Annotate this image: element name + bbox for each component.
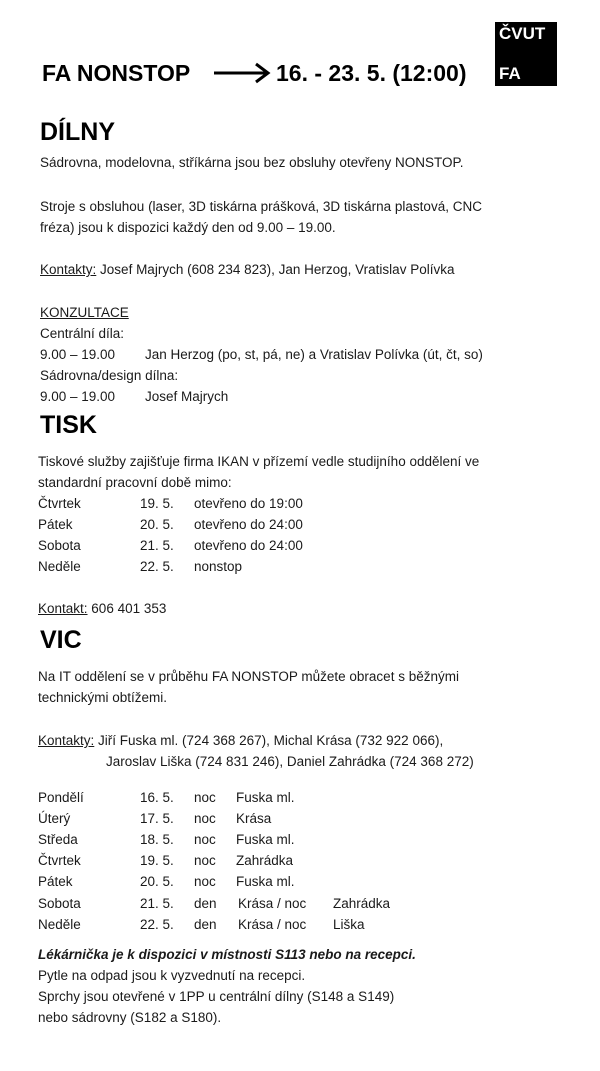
vic-day: Pondělí: [38, 790, 84, 805]
tisk-day: Sobota: [38, 538, 81, 553]
vic-shift: den: [194, 917, 217, 932]
tisk-day: Pátek: [38, 517, 73, 532]
dilny-contacts-label: Kontakty:: [40, 262, 97, 277]
vic-contacts-line-1: [38, 730, 443, 751]
vic-date: 18. 5.: [140, 832, 174, 847]
konzultace-text: Josef Majrych: [145, 389, 229, 404]
tisk-info: otevřeno do 24:00: [194, 538, 303, 553]
vic-person: Fuska ml.: [236, 790, 295, 805]
tisk-day: Čtvrtek: [38, 496, 81, 511]
vic-date: 22. 5.: [140, 917, 174, 932]
tisk-paragraph-1b: standardní pracovní době mimo:: [38, 475, 232, 490]
tisk-date: 20. 5.: [140, 517, 174, 532]
showers-note-1: Sprchy jsou otevřené v 1PP u centrální dílny (S148 a S149): [38, 989, 395, 1004]
tisk-date: 22. 5.: [140, 559, 174, 574]
tisk-date: 19. 5.: [140, 496, 174, 511]
dilny-contacts: [40, 259, 454, 280]
vic-row: [38, 808, 438, 829]
vic-date: 19. 5.: [140, 853, 174, 868]
konzultace-centralni: Centrální díla:: [40, 326, 125, 341]
vic-row: [38, 829, 438, 850]
konzultace-sadrovna: Sádrovna/design dílna:: [40, 368, 179, 383]
first-aid-note: Lékárnička je k dispozici v místnosti S113 nebo na recepci.: [38, 947, 416, 962]
vic-person: Zahrádka: [236, 853, 294, 868]
waste-bags-note: Pytle na odpad jsou k vyzvednutí na recepci.: [38, 968, 306, 983]
vic-person: Krása / noc: [238, 896, 307, 911]
tisk-row: [38, 535, 438, 556]
vic-date: 17. 5.: [140, 811, 174, 826]
konzultace-time: 9.00 – 19.00: [40, 389, 116, 404]
tisk-row: [38, 514, 438, 535]
dilny-paragraph-2a: Stroje s obsluhou (laser, 3D tiskárna prášková, 3D tiskárna plastová, CNC: [40, 199, 482, 214]
vic-day: Pátek: [38, 874, 73, 889]
vic-shift: noc: [194, 853, 216, 868]
logo-line-1: ČVUT: [499, 24, 546, 43]
tisk-day: Neděle: [38, 559, 81, 574]
konzultace-row-2: [40, 386, 560, 407]
header-title: FA NONSTOP: [42, 60, 191, 86]
konzultace-text: Jan Herzog (po, st, pá, ne) a Vratislav Polívka (út, čt, so): [145, 347, 483, 362]
tisk-contact: [38, 598, 166, 619]
vic-extra: Zahrádka: [333, 896, 391, 911]
vic-day: Úterý: [38, 811, 71, 826]
vic-contacts-line-2: Jaroslav Liška (724 831 246), Daniel Zahrádka (724 368 272): [106, 754, 474, 769]
vic-paragraph-1a: Na IT oddělení se v průběhu FA NONSTOP můžete obracet s běžnými: [38, 669, 459, 684]
tisk-row: [38, 556, 438, 577]
vic-shift: noc: [194, 790, 216, 805]
logo-line-2: FA: [499, 64, 521, 83]
tisk-info: otevřeno do 24:00: [194, 517, 303, 532]
vic-day: Čtvrtek: [38, 853, 81, 868]
vic-shift: noc: [194, 874, 216, 889]
vic-person: Fuska ml.: [236, 874, 295, 889]
vic-date: 21. 5.: [140, 896, 174, 911]
dilny-paragraph-1: Sádrovna, modelovna, stříkárna jsou bez obsluhy otevřeny NONSTOP.: [40, 155, 464, 170]
tisk-contact-label: Kontakt:: [38, 601, 88, 616]
showers-note-2: nebo sádrovny (S182 a S180).: [38, 1010, 222, 1025]
konzultace-label: KONZULTACE: [40, 305, 129, 320]
dilny-paragraph-2b: fréza) jsou k dispozici každý den od 9.00 – 19.00.: [40, 220, 336, 235]
section-title-tisk: TISK: [40, 411, 97, 439]
vic-person: Fuska ml.: [236, 832, 295, 847]
vic-extra: Liška: [333, 917, 365, 932]
vic-contacts-label: Kontakty:: [38, 733, 95, 748]
section-title-vic: VIC: [40, 626, 82, 654]
vic-row: [38, 850, 438, 871]
vic-row: [38, 787, 438, 808]
tisk-info: nonstop: [194, 559, 243, 574]
section-title-dilny: DÍLNY: [40, 118, 115, 146]
vic-row: [38, 871, 438, 892]
tisk-contact-phone: 606 401 353: [91, 601, 167, 616]
tisk-date: 21. 5.: [140, 538, 174, 553]
tisk-info: otevřeno do 19:00: [194, 496, 303, 511]
tisk-paragraph-1a: Tiskové služby zajišťuje firma IKAN v přízemí vedle studijního oddělení ve: [38, 454, 480, 469]
vic-date: 16. 5.: [140, 790, 174, 805]
konzultace-time: 9.00 – 19.00: [40, 347, 116, 362]
vic-paragraph-1b: technickými obtížemi.: [38, 690, 168, 705]
header-dates: 16. - 23. 5. (12:00): [276, 60, 467, 86]
vic-date: 20. 5.: [140, 874, 174, 889]
vic-shift: noc: [194, 832, 216, 847]
arrow-right-icon: [212, 61, 272, 85]
vic-row: [38, 914, 488, 935]
tisk-row: [38, 493, 438, 514]
cvut-fa-logo: [495, 22, 557, 86]
vic-shift: den: [194, 896, 217, 911]
konzultace-row-1: [40, 344, 560, 365]
vic-contacts-text: Jiří Fuska ml. (724 368 267), Michal Krása (732 922 066),: [98, 733, 444, 748]
vic-shift: noc: [194, 811, 216, 826]
vic-day: Sobota: [38, 896, 81, 911]
dilny-contacts-text: Josef Majrych (608 234 823), Jan Herzog, Vratislav Polívka: [100, 262, 455, 277]
vic-day: Neděle: [38, 917, 81, 932]
vic-person: Krása: [236, 811, 272, 826]
vic-row: [38, 893, 488, 914]
vic-day: Středa: [38, 832, 78, 847]
vic-person: Krása / noc: [238, 917, 307, 932]
